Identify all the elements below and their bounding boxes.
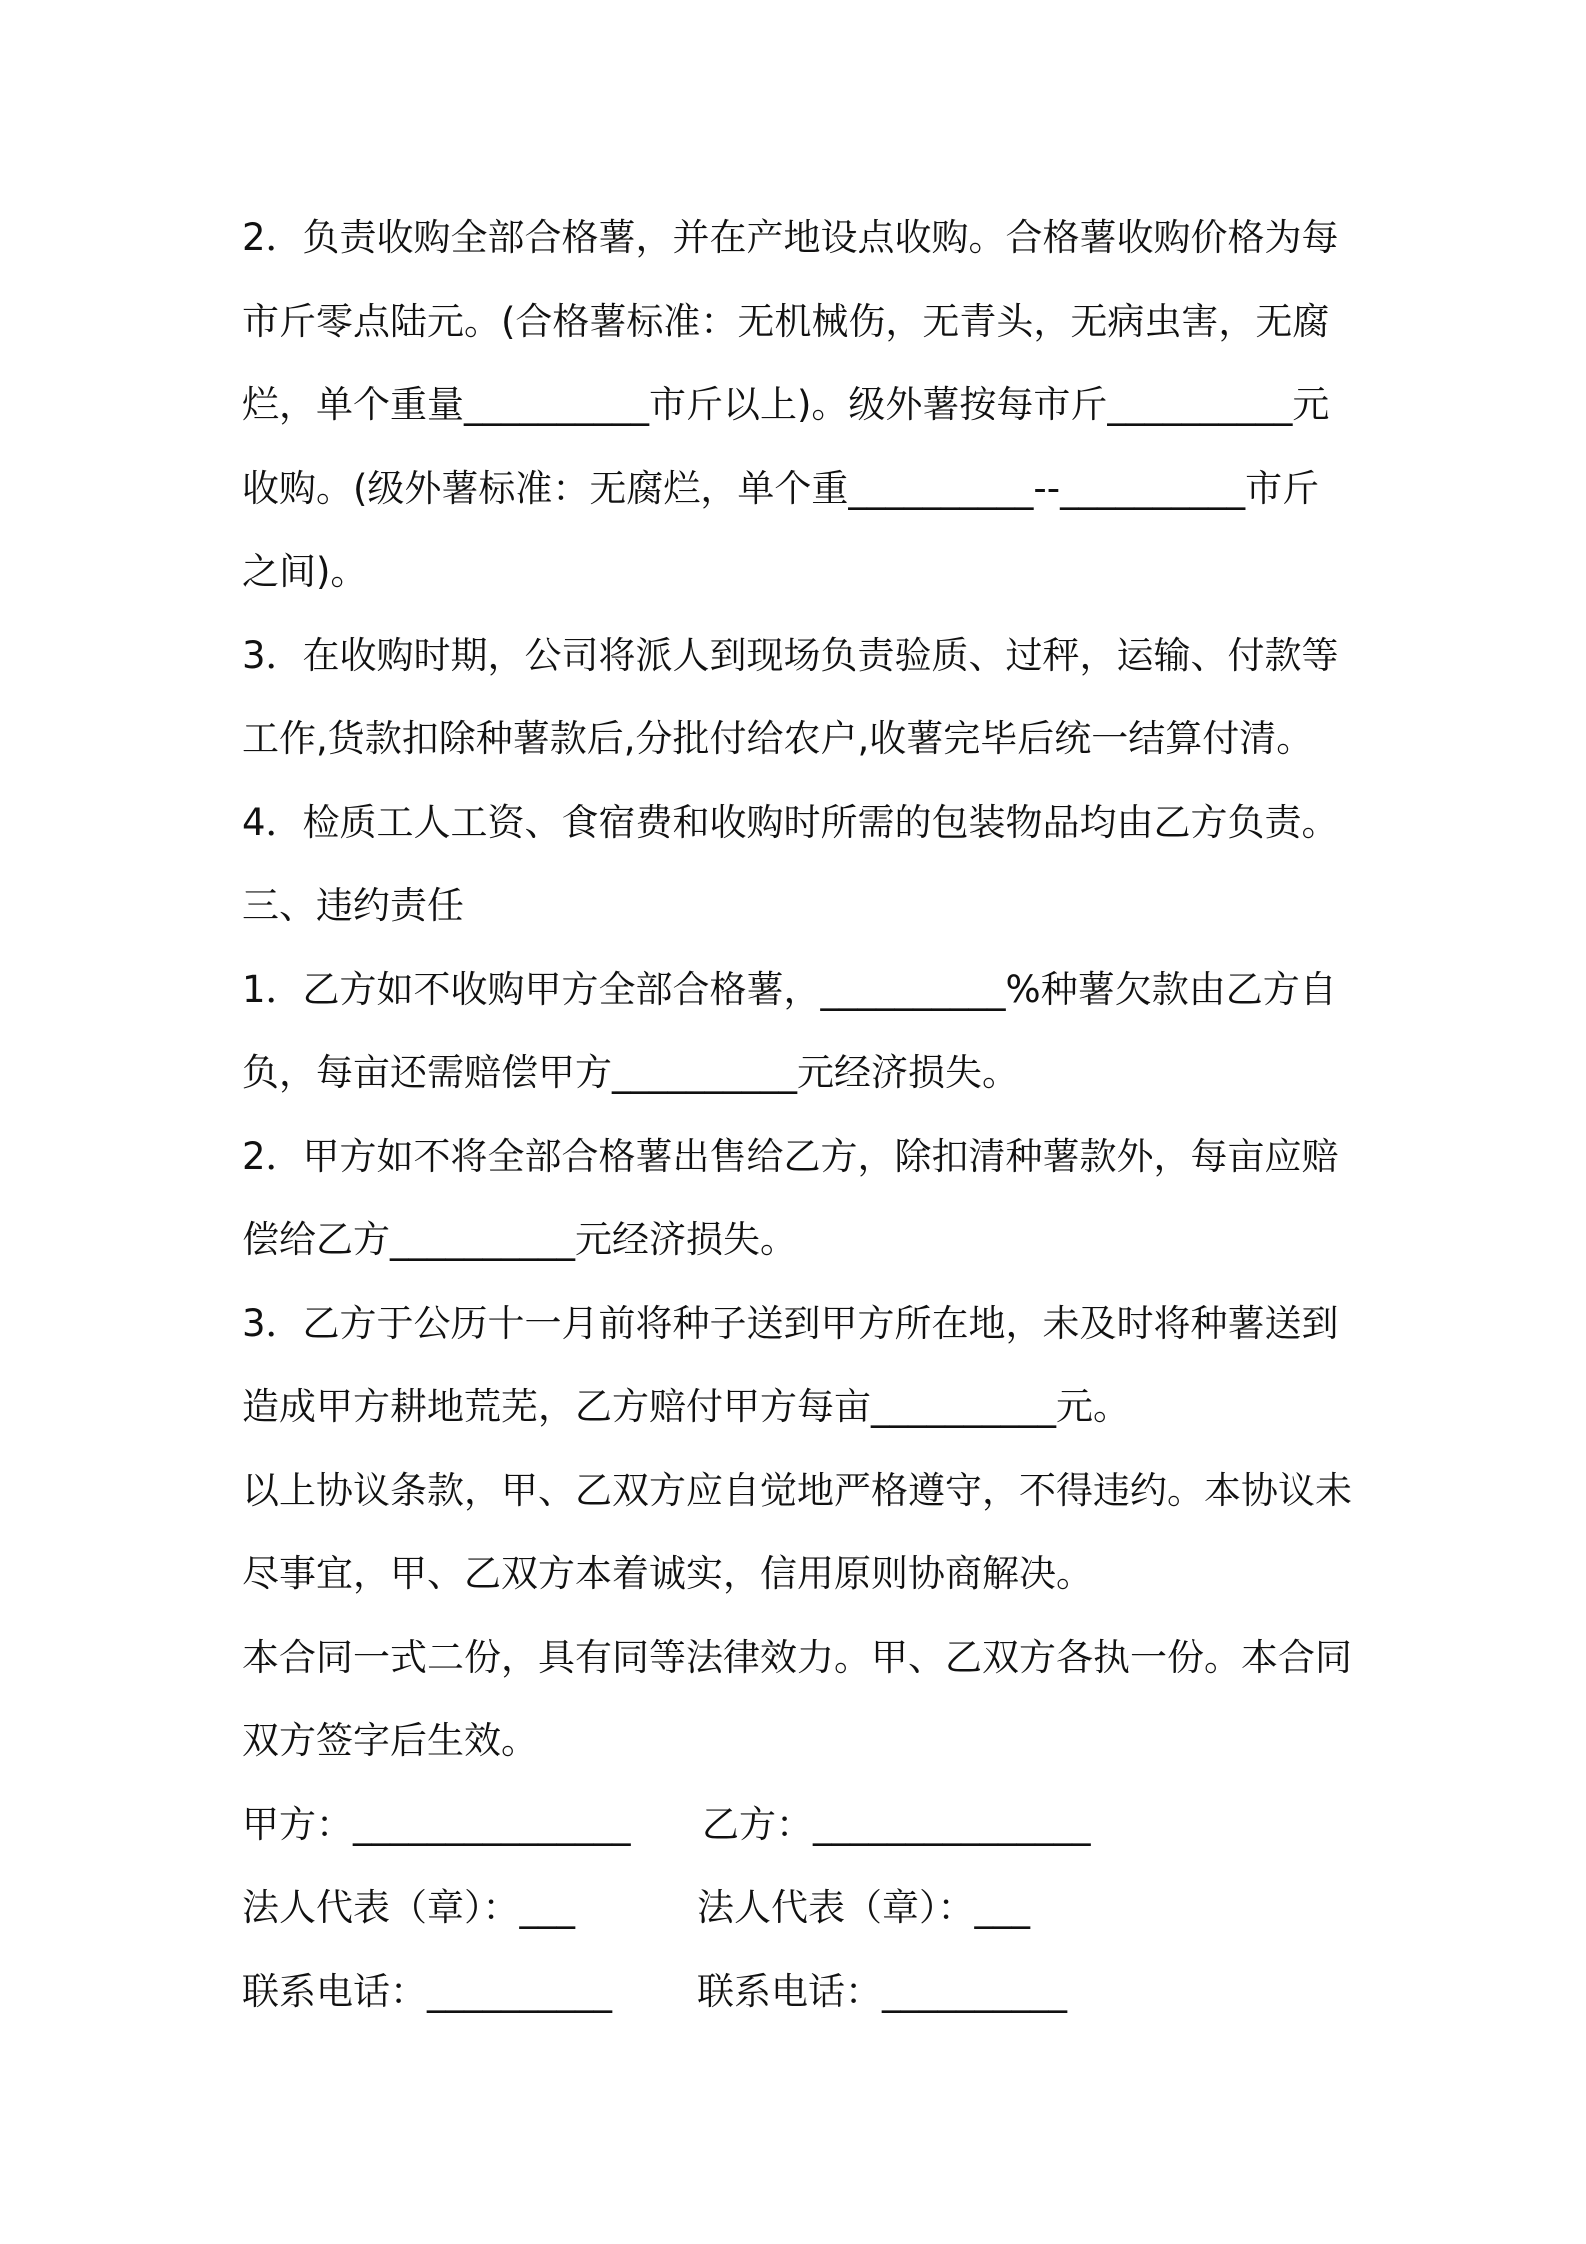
breach-2-line-2: 偿给乙方__________元经济损失。 bbox=[242, 1218, 797, 1261]
party-a-phone: 联系电话：__________ bbox=[242, 1969, 612, 2013]
party-a-signature: 甲方：_______________ bbox=[242, 1802, 631, 1846]
closing-line-2: 尽事宜，甲、乙双方本着诚实，信用原则协商解决。 bbox=[242, 1552, 1093, 1595]
breach-1-line-1: 1．乙方如不收购甲方全部合格薯，__________%种薯欠款由乙方自 bbox=[242, 967, 1337, 1011]
clause-2-line-1: 2．负责收购全部合格薯，并在产地设点收购。合格薯收购价格为每 bbox=[242, 216, 1339, 259]
signature-row-phone bbox=[242, 1950, 1352, 2034]
clause-2-line-4: 收购。(级外薯标准：无腐烂，单个重__________--__________市斤 bbox=[242, 466, 1320, 510]
party-b-legal-rep: 法人代表（章）：___ bbox=[697, 1886, 1030, 1929]
breach-3-line-2: 造成甲方耕地荒芜，乙方赔付甲方每亩__________元。 bbox=[242, 1385, 1130, 1428]
party-b-signature: 乙方：_______________ bbox=[702, 1802, 1091, 1846]
clause-2-line-5: 之间)。 bbox=[242, 550, 368, 593]
section-heading-breach: 三、违约责任 bbox=[242, 884, 464, 927]
contract-page bbox=[242, 196, 1352, 2033]
signature-row-parties bbox=[242, 1783, 1352, 1867]
signature-row-legal-rep bbox=[242, 1866, 1352, 1950]
party-a-legal-rep: 法人代表（章）：___ bbox=[242, 1886, 575, 1929]
breach-1-line-2: 负，每亩还需赔偿甲方__________元经济损失。 bbox=[242, 1051, 1019, 1094]
clause-3-line-2: 工作,货款扣除种薯款后,分批付给农户,收薯完毕后统一结算付清。 bbox=[242, 717, 1314, 760]
breach-2-line-1: 2．甲方如不将全部合格薯出售给乙方，除扣清种薯款外，每亩应赔 bbox=[242, 1134, 1339, 1178]
clause-2-line-2: 市斤零点陆元。(合格薯标准：无机械伤，无青头，无病虫害，无腐 bbox=[242, 299, 1330, 343]
breach-3-line-1: 3．乙方于公历十一月前将种子送到甲方所在地，未及时将种薯送到 bbox=[242, 1301, 1339, 1345]
closing-line-1: 以上协议条款，甲、乙双方应自觉地严格遵守，不得违约。本协议未 bbox=[242, 1468, 1352, 1512]
clause-3-line-1: 3．在收购时期，公司将派人到现场负责验质、过秤，运输、付款等 bbox=[242, 633, 1339, 677]
closing-line-3: 本合同一式二份，具有同等法律效力。甲、乙双方各执一份。本合同 bbox=[242, 1635, 1352, 1679]
clause-4: 4．检质工人工资、食宿费和收购时所需的包装物品均由乙方负责。 bbox=[242, 800, 1339, 844]
closing-line-4: 双方签字后生效。 bbox=[242, 1719, 538, 1762]
party-b-phone: 联系电话：__________ bbox=[697, 1969, 1067, 2013]
clause-2-line-3: 烂，单个重量__________市斤以上)。级外薯按每市斤__________元 bbox=[242, 383, 1330, 426]
